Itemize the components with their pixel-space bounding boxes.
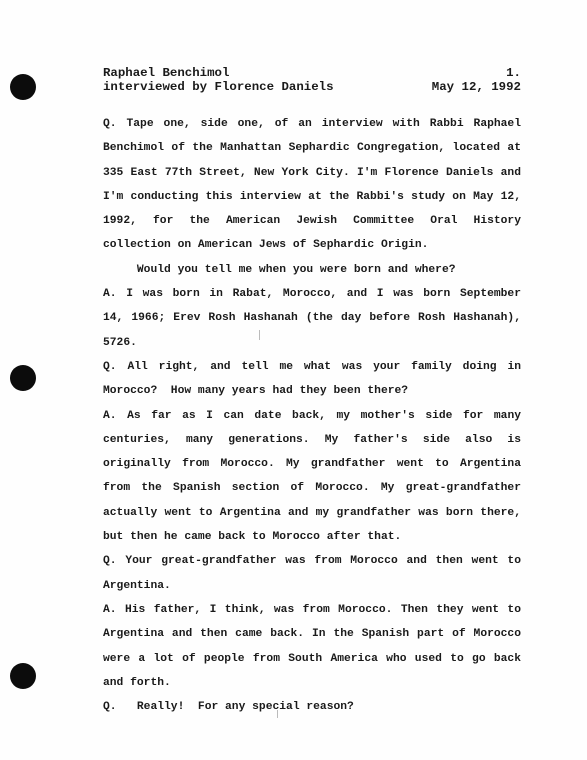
header-row-top [103, 66, 521, 80]
transcript-line: but then he came back to Morocco after that. [103, 531, 402, 544]
binder-hole-middle [10, 365, 36, 391]
transcript-line: from the Spanish section of Morocco. My great-grandfather [103, 482, 521, 495]
transcript-line: A. As far as I can date back, my mother's side for many [103, 409, 521, 422]
transcript-line: Argentina and then came back. In the Spanish part of Morocco [103, 628, 521, 641]
page-number: 1. [506, 66, 521, 80]
transcript-line: Q. All right, and tell me what was your family doing in [103, 360, 521, 373]
transcript-line: collection on American Jews of Sephardic Origin. [103, 239, 429, 252]
transcript-line: Would you tell me when you were born and where? [103, 263, 456, 276]
interviewee-name: Raphael Benchimol [103, 66, 230, 80]
interview-date: May 12, 1992 [431, 80, 521, 94]
transcript-line: Benchimol of the Manhattan Sephardic Congregation, located at [103, 142, 521, 155]
transcript-line: A. I was born in Rabat, Morocco, and I was born September [103, 288, 521, 301]
transcript-line: 5726. [103, 336, 137, 349]
binder-hole-top [10, 74, 36, 100]
transcript-line: actually went to Argentina and my grandfather was born there, [103, 506, 521, 519]
transcript-line: 14, 1966; Erev Rosh Hashanah (the day before Rosh Hashanah), [103, 312, 521, 325]
transcript-body [103, 112, 521, 719]
transcript-line: and forth. [103, 676, 171, 689]
transcript-line: A. His father, I think, was from Morocco. Then they went to [103, 603, 521, 616]
transcript-line: I'm conducting this interview at the Rabbi's study on May 12, [103, 190, 521, 203]
transcript-line: Argentina. [103, 579, 171, 592]
transcript-line: centuries, many generations. My father's side also is [103, 433, 521, 446]
transcript-line: Q. Your great-grandfather was from Morocco and then went to [103, 555, 521, 568]
binder-hole-bottom [10, 663, 36, 689]
interviewer-line: interviewed by Florence Daniels [103, 80, 334, 94]
header-row-bottom [103, 80, 521, 94]
transcript-line: 1992, for the American Jewish Committee Oral History [103, 215, 521, 228]
transcript-line: Morocco? How many years had they been there? [103, 385, 409, 398]
transcript-line: originally from Morocco. My grandfather went to Argentina [103, 458, 521, 471]
transcript-line: Q. Really! For any special reason? [103, 701, 354, 714]
transcript-line: Q. Tape one, side one, of an interview with Rabbi Raphael [103, 118, 521, 130]
page-header [103, 66, 521, 94]
transcript-line: 335 East 77th Street, New York City. I'm Florence Daniels and [103, 166, 521, 179]
transcript-line: were a lot of people from South America who used to go back [103, 652, 521, 665]
